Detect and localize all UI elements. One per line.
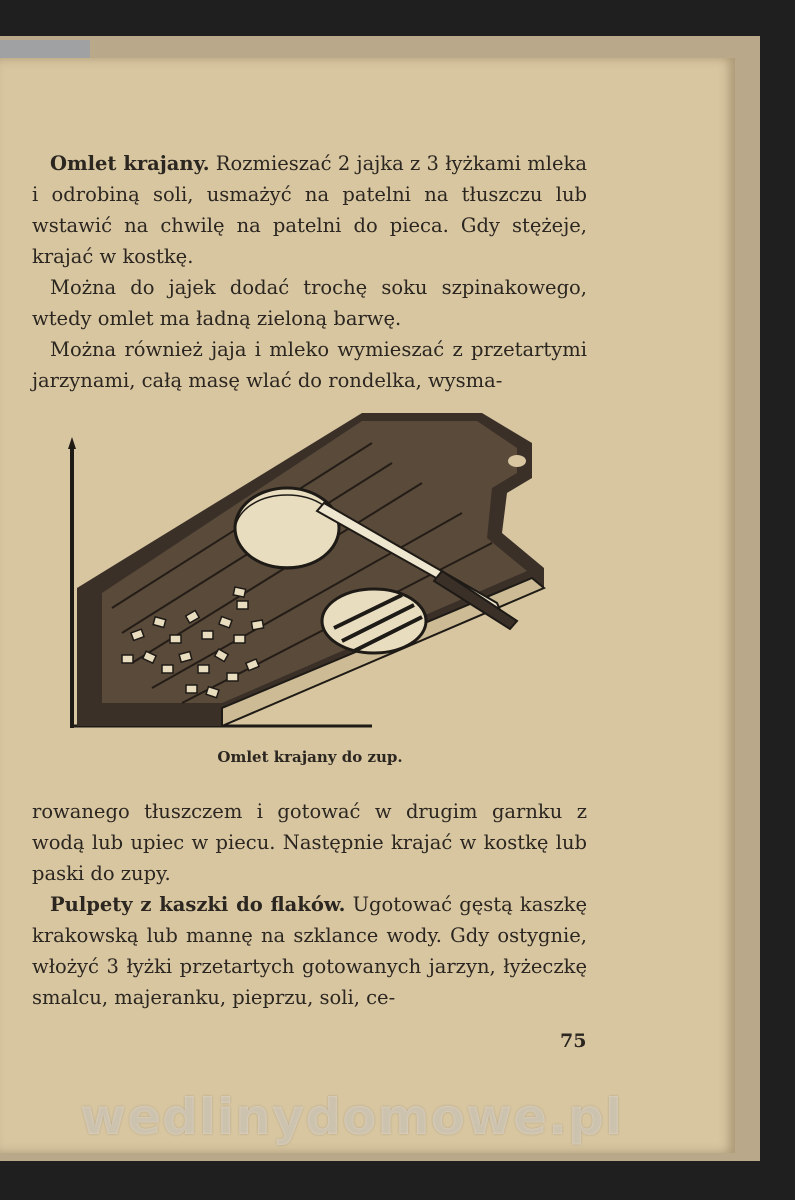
- book-page: [0, 58, 735, 1153]
- paragraph-5-body: Ugotować gęstą kaszkę krakowską lub mannę na szklance wody. Gdy ostygnie, włożyć 3 łyżki przetartych gotowanych jarzyn, łyżeczkę smalcu, majeranku, pieprzu, soli, ce-: [32, 893, 588, 1009]
- paragraph-3: Można również jaja i mleko wymieszać z przetartymi jarzynami, całą masę wlać do rondelka, wysma-: [32, 338, 587, 392]
- recipe-title-omlet: Omlet krajany.: [50, 152, 210, 175]
- text-block-top: [32, 148, 587, 396]
- paragraph-2: Można do jajek dodać trochę soku szpinakowego, wtedy omlet ma ładną zieloną barwę.: [32, 276, 587, 330]
- paragraph-1-body: Rozmieszać 2 jajka z 3 łyżkami mleka i odrobiną soli, usmażyć na patelni na tłuszczu lub wstawić na chwilę na patelni do pieca. Gdy stężeje, krajać w kostkę.: [32, 152, 587, 268]
- paragraph-4: rowanego tłuszczem i gotować w drugim garnku z wodą lub upiec w piecu. Następnie krajać w kostkę lub paski do zupy.: [32, 800, 587, 885]
- cutting-board-illustration: [62, 403, 552, 733]
- page-number: 75: [560, 1030, 587, 1052]
- recipe-title-pulpety: Pulpety z kaszki do flaków.: [50, 893, 346, 916]
- watermark-text: wedlinydomowe.pl: [80, 1088, 623, 1146]
- text-block-bottom: [32, 796, 587, 1013]
- paragraph-pulpety: [32, 889, 587, 1013]
- paragraph-omlet-krajany: [32, 148, 587, 272]
- figure-caption: Omlet krajany do zup.: [217, 748, 403, 766]
